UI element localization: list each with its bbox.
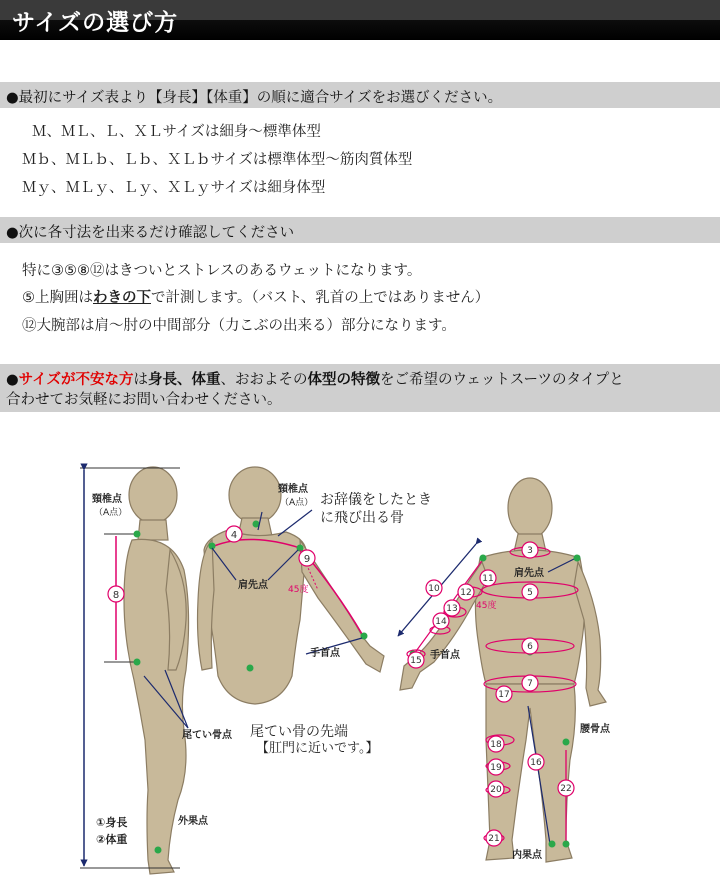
height-weight-text: 身長、体重 <box>148 372 221 388</box>
weight-label: ②体重 <box>96 833 128 846</box>
back-a-label: （A点） <box>280 498 314 508</box>
section-heading-1 <box>0 82 720 108</box>
svg-text:12: 12 <box>460 588 472 598</box>
front-number-6 <box>522 638 538 654</box>
particle-text: は <box>133 372 148 388</box>
front-number-18 <box>488 736 504 752</box>
section-heading-3-line-1 <box>6 368 624 389</box>
front-hip-label: 腰骨点 <box>580 724 610 735</box>
front-number-17 <box>496 686 512 702</box>
body-measurement-diagram <box>0 440 720 888</box>
back-number-9 <box>299 550 315 566</box>
svg-text:10: 10 <box>428 584 440 594</box>
note-line-2-c: で計測します。（バスト、乳首の上ではありません） <box>151 290 490 306</box>
front-number-12 <box>458 584 474 600</box>
front-angle-label: 45度 <box>476 601 497 611</box>
note-line-1: 特に③⑤⑧⑫はきついとストレスのあるウェットになります。 <box>22 263 422 279</box>
request-text: をご希望のウェットスーツのタイプと <box>380 372 624 388</box>
bow-note-line-1: お辞儀をしたとき <box>320 492 432 508</box>
back-neck-label: 頸椎点 <box>278 484 308 495</box>
svg-text:22: 22 <box>560 784 572 794</box>
side-ankle-label: 外果点 <box>178 816 208 827</box>
note-line-2-emphasis: わきの下 <box>93 290 151 306</box>
note-line-2 <box>22 286 489 307</box>
svg-text:20: 20 <box>490 785 502 795</box>
side-neck-label: 頸椎点 <box>92 494 122 505</box>
back-wrist-label: 手首点 <box>310 648 340 659</box>
note-line-3: ⑫大腕部は肩～肘の中間部分（力こぶの出来る）部分になります。 <box>22 318 456 334</box>
worried-text: サイズが不安な方 <box>18 372 134 388</box>
svg-text:6: 6 <box>527 642 533 652</box>
svg-text:17: 17 <box>498 690 510 700</box>
back-angle-label: 45度 <box>288 585 309 595</box>
side-figure <box>124 467 189 874</box>
svg-text:18: 18 <box>490 740 502 750</box>
front-number-3 <box>522 542 538 558</box>
svg-text:9: 9 <box>303 554 311 565</box>
approx-text: 、おおよその <box>220 372 308 388</box>
front-number-22 <box>558 780 574 796</box>
section-heading-2-text: ●次に各寸法を出来るだけ確認してください <box>6 225 295 241</box>
svg-text:13: 13 <box>446 604 458 614</box>
svg-text:16: 16 <box>530 758 542 768</box>
front-number-11 <box>480 570 496 586</box>
side-number-8 <box>108 586 124 602</box>
section-heading-2 <box>0 217 720 243</box>
svg-text:8: 8 <box>112 590 120 601</box>
size-line-3: Ｍｙ、ＭＬｙ、Ｌｙ、ＸＬｙサイズは細身体型 <box>22 180 326 196</box>
back-shoulder-label: 肩先点 <box>238 580 268 591</box>
side-a-label: （A点） <box>94 508 128 518</box>
front-number-10 <box>426 580 442 596</box>
front-number-13 <box>444 600 460 616</box>
front-figure <box>400 478 606 862</box>
tail-note-line-2: 【肛門に近いです。】 <box>256 741 379 756</box>
svg-text:14: 14 <box>435 617 447 627</box>
svg-text:5: 5 <box>527 588 533 598</box>
svg-text:15: 15 <box>410 656 422 666</box>
height-label: ①身長 <box>96 816 128 829</box>
svg-text:3: 3 <box>527 546 533 556</box>
front-number-14 <box>433 613 449 629</box>
section-heading-3-line-2: 合わせてお気軽にお問い合わせください。 <box>6 392 282 408</box>
front-number-7 <box>522 675 538 691</box>
body-feature-text: 体型の特徴 <box>307 372 380 388</box>
front-wrist-label: 手首点 <box>430 650 460 661</box>
note-line-2-a: ⑤上胸囲は <box>22 290 93 306</box>
front-number-20 <box>488 781 504 797</box>
title-bar <box>0 0 720 40</box>
page-title: サイズの選び方 <box>12 10 179 36</box>
size-line-1: Ｍ、ＭＬ、Ｌ、ＸＬサイズは細身～標準体型 <box>32 124 321 140</box>
svg-text:19: 19 <box>490 763 502 773</box>
front-number-16 <box>528 754 544 770</box>
svg-text:21: 21 <box>488 834 500 844</box>
front-inner-ankle-label: 内果点 <box>512 850 542 861</box>
front-number-15 <box>408 652 424 668</box>
front-number-21 <box>486 830 502 846</box>
front-number-19 <box>488 759 504 775</box>
section-heading-3 <box>0 364 720 412</box>
front-shoulder-label: 肩先点 <box>514 568 544 579</box>
back-number-4 <box>226 526 242 542</box>
side-tailbone-label: 尾てい骨点 <box>182 730 232 741</box>
front-number-5 <box>522 584 538 600</box>
svg-text:11: 11 <box>482 574 494 584</box>
tail-note-line-1: 尾てい骨の先端 <box>250 724 348 740</box>
svg-text:4: 4 <box>230 530 238 541</box>
section-heading-1-text: ●最初にサイズ表より【身長】【体重】の順に適合サイズをお選びください。 <box>6 90 503 106</box>
svg-text:7: 7 <box>527 679 533 689</box>
size-line-2: Ｍｂ、ＭＬｂ、Ｌｂ、ＸＬｂサイズは標準体型～筋肉質体型 <box>22 152 413 168</box>
bow-note-line-2: に飛び出る骨 <box>320 510 404 526</box>
bullet: ● <box>6 372 19 388</box>
